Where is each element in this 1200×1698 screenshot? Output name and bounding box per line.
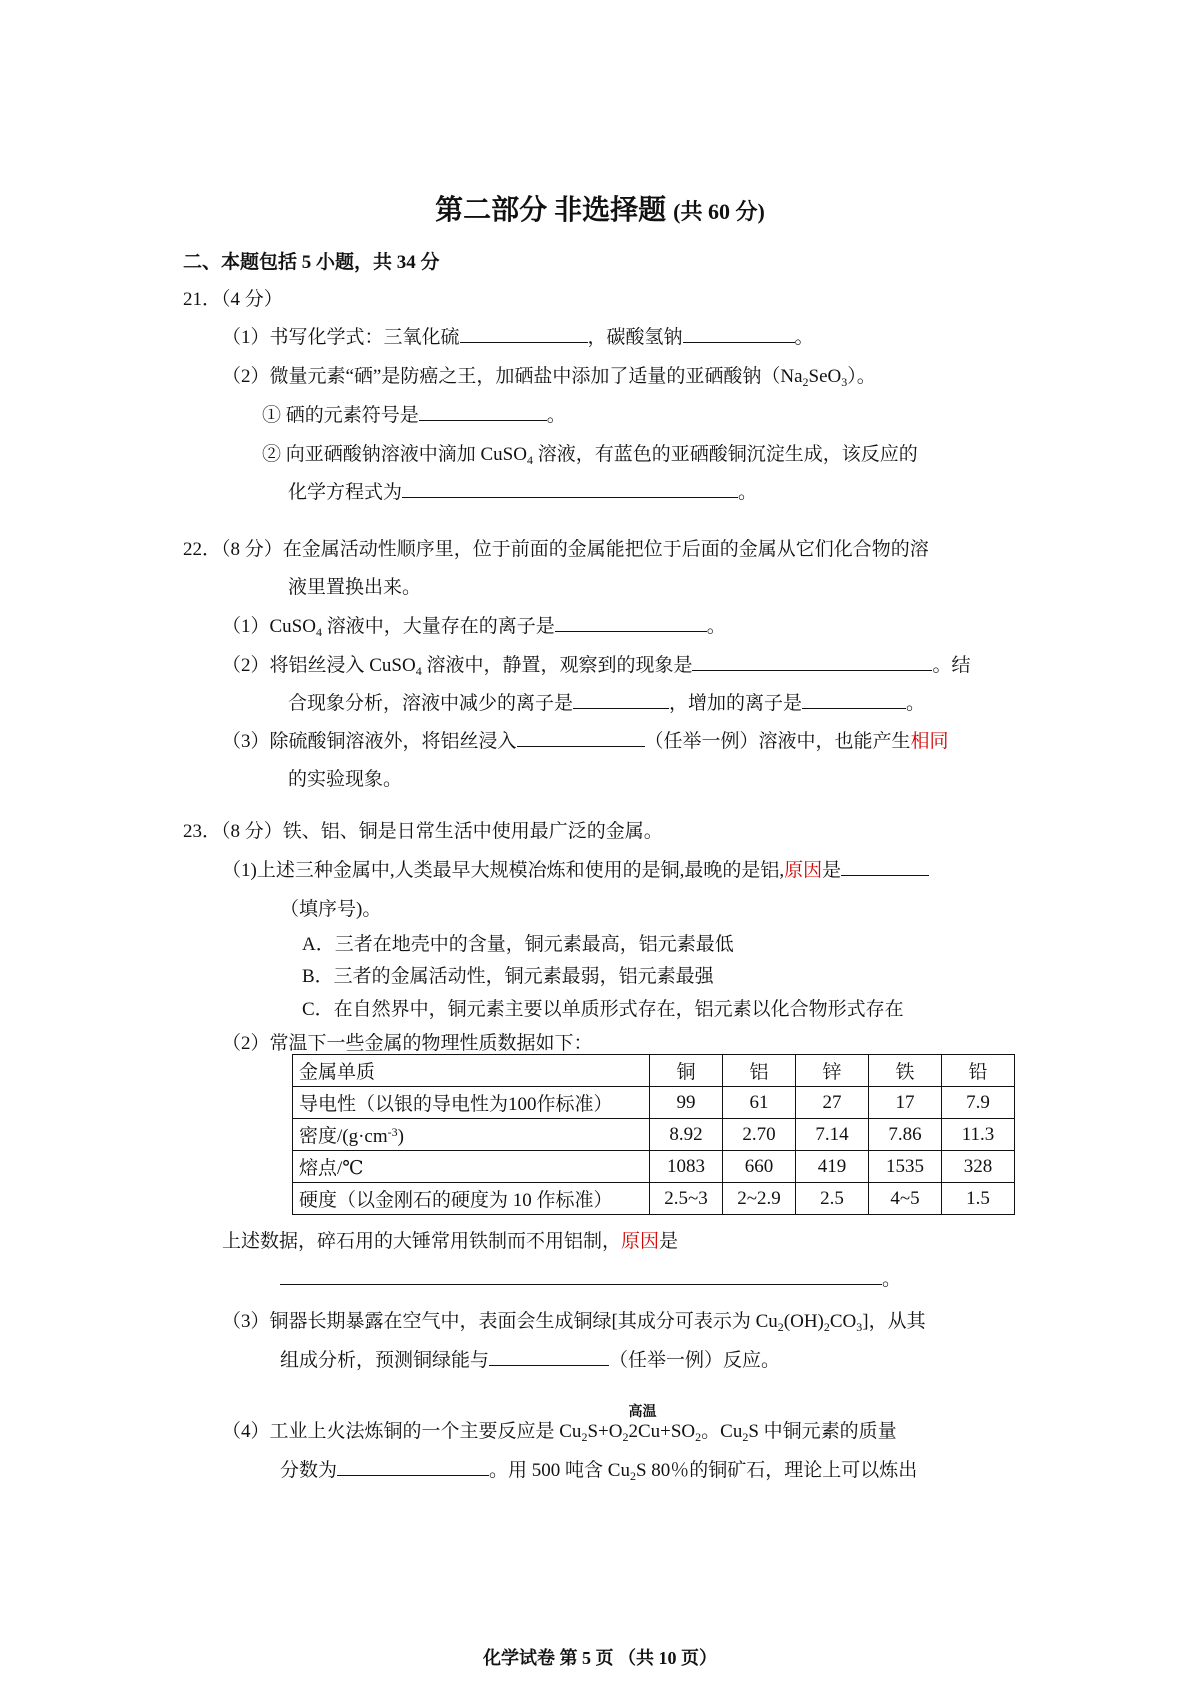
answer-blank[interactable] xyxy=(517,729,645,747)
q22-part1 xyxy=(222,611,726,638)
table-cell: 17 xyxy=(869,1087,942,1119)
subscript: 2 xyxy=(742,1430,749,1444)
q23-part4-product: 2Cu+SO xyxy=(628,1421,696,1442)
answer-blank[interactable] xyxy=(692,653,932,671)
q23-part1 xyxy=(222,855,929,882)
q22-part3 xyxy=(222,726,949,753)
q23-after-table-text-b: 是 xyxy=(659,1231,679,1252)
q22-part3-text-b: （任举一例）溶液中，也能产生 xyxy=(644,731,911,752)
answer-blank[interactable] xyxy=(841,858,929,876)
subscript: 4 xyxy=(526,453,533,467)
table-cell: 2.70 xyxy=(723,1119,796,1151)
q23-part1-text-b: 是 xyxy=(822,860,842,881)
subscript: 2 xyxy=(823,1320,830,1334)
q21-part2 xyxy=(222,361,876,388)
table-header-row xyxy=(293,1055,1015,1087)
q21-part2-end: ）。 xyxy=(847,366,876,387)
subscript: 2 xyxy=(629,1469,636,1483)
table-cell: 61 xyxy=(723,1087,796,1119)
subscript: 2 xyxy=(802,375,809,389)
part-title-text: 第二部分 非选择题 xyxy=(435,195,667,226)
table-cell: 1083 xyxy=(650,1151,723,1183)
density-label-end: ) xyxy=(397,1126,404,1147)
table-cell: 11.3 xyxy=(942,1119,1015,1151)
q21-part1-text-b: ，碳酸氢钠 xyxy=(587,327,683,348)
answer-blank[interactable] xyxy=(555,614,707,632)
answer-blank[interactable] xyxy=(280,1267,882,1285)
q23-part1-text: （1)上述三种金属中,人类最早大规模冶炼和使用的是铜,最晚的是铝, xyxy=(222,860,785,881)
subscript: 4 xyxy=(415,664,422,678)
reaction-condition-text: 高温 xyxy=(628,1405,657,1420)
table-cell: 8.92 xyxy=(650,1119,723,1151)
part-title-points: (共 60 分) xyxy=(673,199,765,224)
answer-blank[interactable] xyxy=(802,691,906,709)
table-cell: 2.5 xyxy=(796,1183,869,1215)
answer-blank[interactable] xyxy=(402,480,738,498)
q23-part4-text-e: S 中铜元素的质量 xyxy=(748,1421,897,1442)
table-cell: 7.86 xyxy=(869,1119,942,1151)
q23-part3 xyxy=(222,1306,926,1333)
table-cell: 硬度（以金刚石的硬度为 10 作标准） xyxy=(293,1183,650,1215)
table-cell: 金属单质 xyxy=(293,1055,650,1087)
answer-blank[interactable] xyxy=(683,325,795,343)
subscript: 2 xyxy=(581,1430,588,1444)
answer-blank[interactable] xyxy=(489,1348,609,1366)
q23-part4-text-d: 。Cu xyxy=(701,1421,743,1442)
table-cell: 锌 xyxy=(796,1055,869,1087)
density-label: 密度/(g·cm xyxy=(299,1126,388,1147)
table-row xyxy=(293,1151,1015,1183)
table-cell xyxy=(293,1119,650,1151)
q22-part2-line2-end: 。 xyxy=(906,693,926,714)
q22-part2 xyxy=(222,650,971,677)
option-c: C．在自然界中，铜元素主要以单质形式存在，铝元素以化合物形式存在 xyxy=(302,999,904,1020)
q23-part4-line2-text-b: 。用 500 吨含 Cu xyxy=(489,1460,630,1481)
q23-part4-text: （4）工业上火法炼铜的一个主要反应是 Cu xyxy=(222,1421,582,1442)
q23-part3-line2-end: （任举一例）反应。 xyxy=(609,1350,781,1371)
answer-blank[interactable] xyxy=(419,403,547,421)
subscript: 4 xyxy=(315,625,322,639)
answer-blank[interactable] xyxy=(573,691,669,709)
q22-part3-highlight: 相同 xyxy=(910,731,949,752)
table-cell: 铁 xyxy=(869,1055,942,1087)
table-cell: 328 xyxy=(942,1151,1015,1183)
q23-part1-line2: （填序号)。 xyxy=(280,899,382,920)
q22-part2-line2-text-b: ，增加的离子是 xyxy=(669,693,803,714)
q23-part4-formula-b: S+O xyxy=(587,1421,623,1442)
q23-after-table-text: 上述数据，碎石用的大锤常用铁制而不用铝制， xyxy=(222,1231,622,1252)
q22-part2-text: （2）将铝丝浸入 CuSO xyxy=(222,655,416,676)
q21-part2-text: （2）微量元素“硒”是防癌之王，加硒盐中添加了适量的亚硒酸钠（Na xyxy=(222,366,803,387)
table-cell: 7.9 xyxy=(942,1087,1015,1119)
q23-part3-formula-b: (OH) xyxy=(783,1311,824,1332)
q22-line1: 22．（8 分）在金属活动性顺序里，位于前面的金属能把位于后面的金属从它们化合物的溶 xyxy=(183,539,929,560)
table-cell: 1.5 xyxy=(942,1183,1015,1215)
table-cell: 2.5~3 xyxy=(650,1183,723,1215)
table-cell: 熔点/℃ xyxy=(293,1151,650,1183)
q22-part2-line2-text: 合现象分析，溶液中减少的离子是 xyxy=(288,693,574,714)
q23-part4 xyxy=(222,1405,897,1444)
table-cell: 2~2.9 xyxy=(723,1183,796,1215)
table-cell: 铝 xyxy=(723,1055,796,1087)
q21-sub1-end: 。 xyxy=(546,405,566,426)
table-row xyxy=(293,1183,1015,1215)
q21-part1-text-a: （1）书写化学式：三氧化硫 xyxy=(222,327,460,348)
subscript: 2 xyxy=(622,1430,629,1444)
table-cell: 4~5 xyxy=(869,1183,942,1215)
table-cell: 导电性（以银的导电性为100作标准） xyxy=(293,1087,650,1119)
q23-part2: （2）常温下一些金属的物理性质数据如下： xyxy=(222,1033,593,1054)
q21-sub1-text: ① 硒的元素符号是 xyxy=(262,405,419,426)
q21-sub1 xyxy=(262,400,566,427)
q21-part2-formula: SeO xyxy=(808,366,842,387)
subscript: 3 xyxy=(841,375,848,389)
table-cell: 铜 xyxy=(650,1055,723,1087)
table-cell: 铅 xyxy=(942,1055,1015,1087)
q23-part3-end: ]，从其 xyxy=(862,1311,926,1332)
table-row xyxy=(293,1087,1015,1119)
table-cell: 99 xyxy=(650,1087,723,1119)
q23-after-table-end: 。 xyxy=(882,1269,902,1290)
page-footer: 化学试卷 第 5 页 （共 10 页） xyxy=(483,1648,717,1668)
q22-part1-text-b: 溶液中，大量存在的离子是 xyxy=(321,616,555,637)
table-cell: 419 xyxy=(796,1151,869,1183)
table-cell: 27 xyxy=(796,1087,869,1119)
q23-part3-line2 xyxy=(280,1345,780,1372)
q22-part2-text-b: 溶液中，静置，观察到的现象是 xyxy=(421,655,693,676)
q23-part4-line2-text: 分数为 xyxy=(280,1460,338,1481)
q23-part3-line2-text: 组成分析，预测铜绿能与 xyxy=(280,1350,490,1371)
q22-part2-line2 xyxy=(288,688,925,715)
option-a: A．三者在地壳中的含量，铜元素最高，铝元素最低 xyxy=(302,934,734,955)
table-cell: 1535 xyxy=(869,1151,942,1183)
q21-sub2 xyxy=(262,439,918,466)
table-cell: 660 xyxy=(723,1151,796,1183)
part-title xyxy=(0,188,1200,228)
q23-line1: 23．（8 分）铁、铝、铜是日常生活中使用最广泛的金属。 xyxy=(183,821,663,842)
q21-sub2-line2-end: 。 xyxy=(738,482,758,503)
answer-blank[interactable] xyxy=(337,1458,489,1476)
q22-part3-text: （3）除硫酸铜溶液外，将铝丝浸入 xyxy=(222,731,517,752)
q23-after-table-line2 xyxy=(280,1264,901,1291)
q21-part1-text-c: 。 xyxy=(794,327,814,348)
reaction-condition xyxy=(628,1405,696,1443)
q23-part3-text: （3）铜器长期暴露在空气中，表面会生成铜绿[其成分可表示为 Cu xyxy=(222,1311,778,1332)
q23-after-table xyxy=(222,1226,678,1253)
section-heading: 二、本题包括 5 小题，共 34 分 xyxy=(183,252,440,273)
table-cell: 7.14 xyxy=(796,1119,869,1151)
q21-sub2-text-b: 溶液，有蓝色的亚硒酸铜沉淀生成，该反应的 xyxy=(532,444,918,465)
q22-part3-line2: 的实验现象。 xyxy=(288,769,403,790)
q23-part4-line2 xyxy=(280,1455,917,1482)
q22-part2-end: 。结 xyxy=(932,655,971,676)
q23-part4-line2-text-c: S 80％的铜矿石，理论上可以炼出 xyxy=(635,1460,918,1481)
q23-part1-highlight: 原因 xyxy=(784,860,823,881)
superscript: -3 xyxy=(387,1125,398,1139)
q21-part1 xyxy=(222,322,814,349)
q21-sub2-text: ② 向亚硒酸钠溶液中滴加 CuSO xyxy=(262,444,527,465)
q22-part1-end: 。 xyxy=(706,616,726,637)
metal-properties-table xyxy=(292,1054,1015,1215)
q22-line2: 液里置换出来。 xyxy=(288,577,422,598)
answer-blank[interactable] xyxy=(460,325,588,343)
q21-number: 21．（4 分） xyxy=(183,289,283,310)
q22-part1-text: （1）CuSO xyxy=(222,616,316,637)
option-b: B．三者的金属活动性，铜元素最弱，铝元素最强 xyxy=(302,966,714,987)
subscript: 2 xyxy=(777,1320,784,1334)
q21-sub2-line2 xyxy=(288,477,757,504)
q23-after-table-highlight: 原因 xyxy=(621,1231,660,1252)
q21-sub2-line2-text: 化学方程式为 xyxy=(288,482,403,503)
subscript: 2 xyxy=(695,1430,702,1444)
subscript: 3 xyxy=(856,1320,863,1334)
q23-part3-formula-c: CO xyxy=(829,1311,857,1332)
table-row xyxy=(293,1119,1015,1151)
